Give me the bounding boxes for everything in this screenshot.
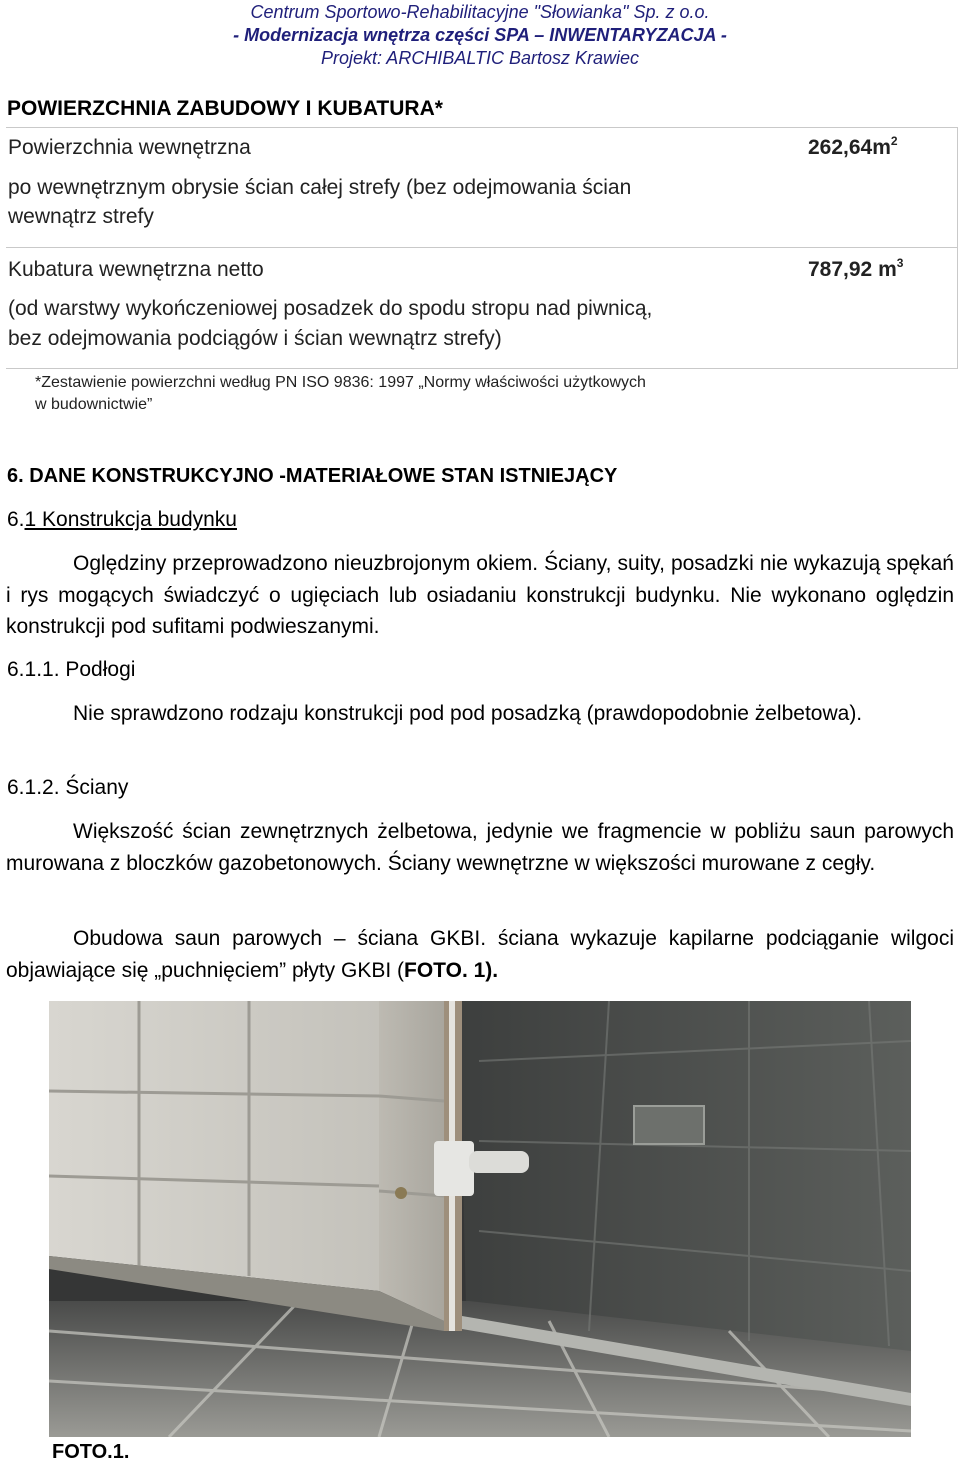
volume-value: 787,92 $m^3$ — [808, 256, 904, 281]
photo-reference: FOTO. 1). — [404, 958, 499, 982]
table-rule-middle — [6, 247, 958, 248]
paragraph-walls: Większość ścian zewnętrznych żelbetowa, jedynie we fragmencie w pobliżu saun parowych murowana z bloczków gazobetonowych. Ściany wewnętrzne w większości murowane z cegły. — [6, 820, 954, 875]
photo-sauna-wall-door — [49, 1001, 911, 1437]
area-description-line2: wewnątrz strefy — [8, 205, 154, 228]
paragraph-sauna-casing: Obudowa saun parowych – ściana GKBI. ściana wykazuje kapilarne podciąganie wilgoci objawiające się „puchnięciem” płyty GKBI (FOTO. 1). — [6, 927, 954, 982]
footnote-line1: *Zestawienie powierzchni według PN ISO 9836: 1997 „Normy właściwości użytkowych — [35, 374, 646, 391]
paragraph-inspection: Oględziny przeprowadzono nieuzbrojonym okiem. Ściany, suity, posadzki nie wykazują spękań i rys mogących świadczyć o ugięciach lub osiadaniu konstrukcji budynku. Nie wykonano oględzin konstrukcji pod sufitami podwieszanymi. — [6, 552, 954, 638]
area-label: Powierzchnia wewnętrzna — [8, 136, 251, 159]
table-rule-top — [6, 127, 958, 128]
document-header-project: Projekt: ARCHIBALTIC Bartosz Krawiec — [320, 48, 640, 68]
document-header-company: Centrum Sportowo-Rehabilitacyjne "Słowianka" Sp. z o.o. — [250, 2, 710, 22]
section-title: POWIERZCHNIA ZABUDOWY I KUBATURA* — [7, 97, 443, 120]
photo-caption: FOTO.1. — [52, 1441, 130, 1463]
table-rule-right — [957, 127, 958, 369]
volume-label: Kubatura wewnętrzna netto — [8, 258, 264, 281]
subsection-6-1-2-title: 6.1.2. Ściany — [7, 776, 129, 799]
table-rule-bottom — [6, 368, 958, 369]
subsection-6-1-title — [7, 508, 237, 532]
footnote — [35, 372, 835, 416]
subsection-6-1-1-title: 6.1.1. Podłogi — [7, 658, 136, 681]
volume-description-line1: (od warstwy wykończeniowej posadzek do spodu stropu nad piwnicą, — [8, 297, 653, 320]
footnote-line2: w budownictwie” — [35, 396, 153, 413]
document-header-subject: - Modernizacja wnętrza części SPA – INWENTARYZACJA - — [233, 25, 727, 45]
section-6-title: 6. DANE KONSTRUKCYJNO -MATERIAŁOWE STAN ISTNIEJĄCY — [7, 465, 618, 487]
photo-illustration — [49, 1001, 911, 1437]
volume-description-line2: bez odejmowania podciągów i ścian wewnątrz strefy) — [8, 327, 502, 350]
paragraph-floors: Nie sprawdzono rodzaju konstrukcji pod pod posadzką (prawdopodobnie żelbetowa). — [73, 702, 863, 725]
subsection-6-1-text: 1 Konstrukcja budynku — [24, 508, 237, 531]
area-description-line1: po wewnętrznym obrysie ścian całej strefy (bez odejmowania ścian — [8, 176, 632, 199]
subsection-6-1-number: 6. — [7, 508, 25, 531]
area-value: $262,64m^2$ — [808, 134, 898, 159]
